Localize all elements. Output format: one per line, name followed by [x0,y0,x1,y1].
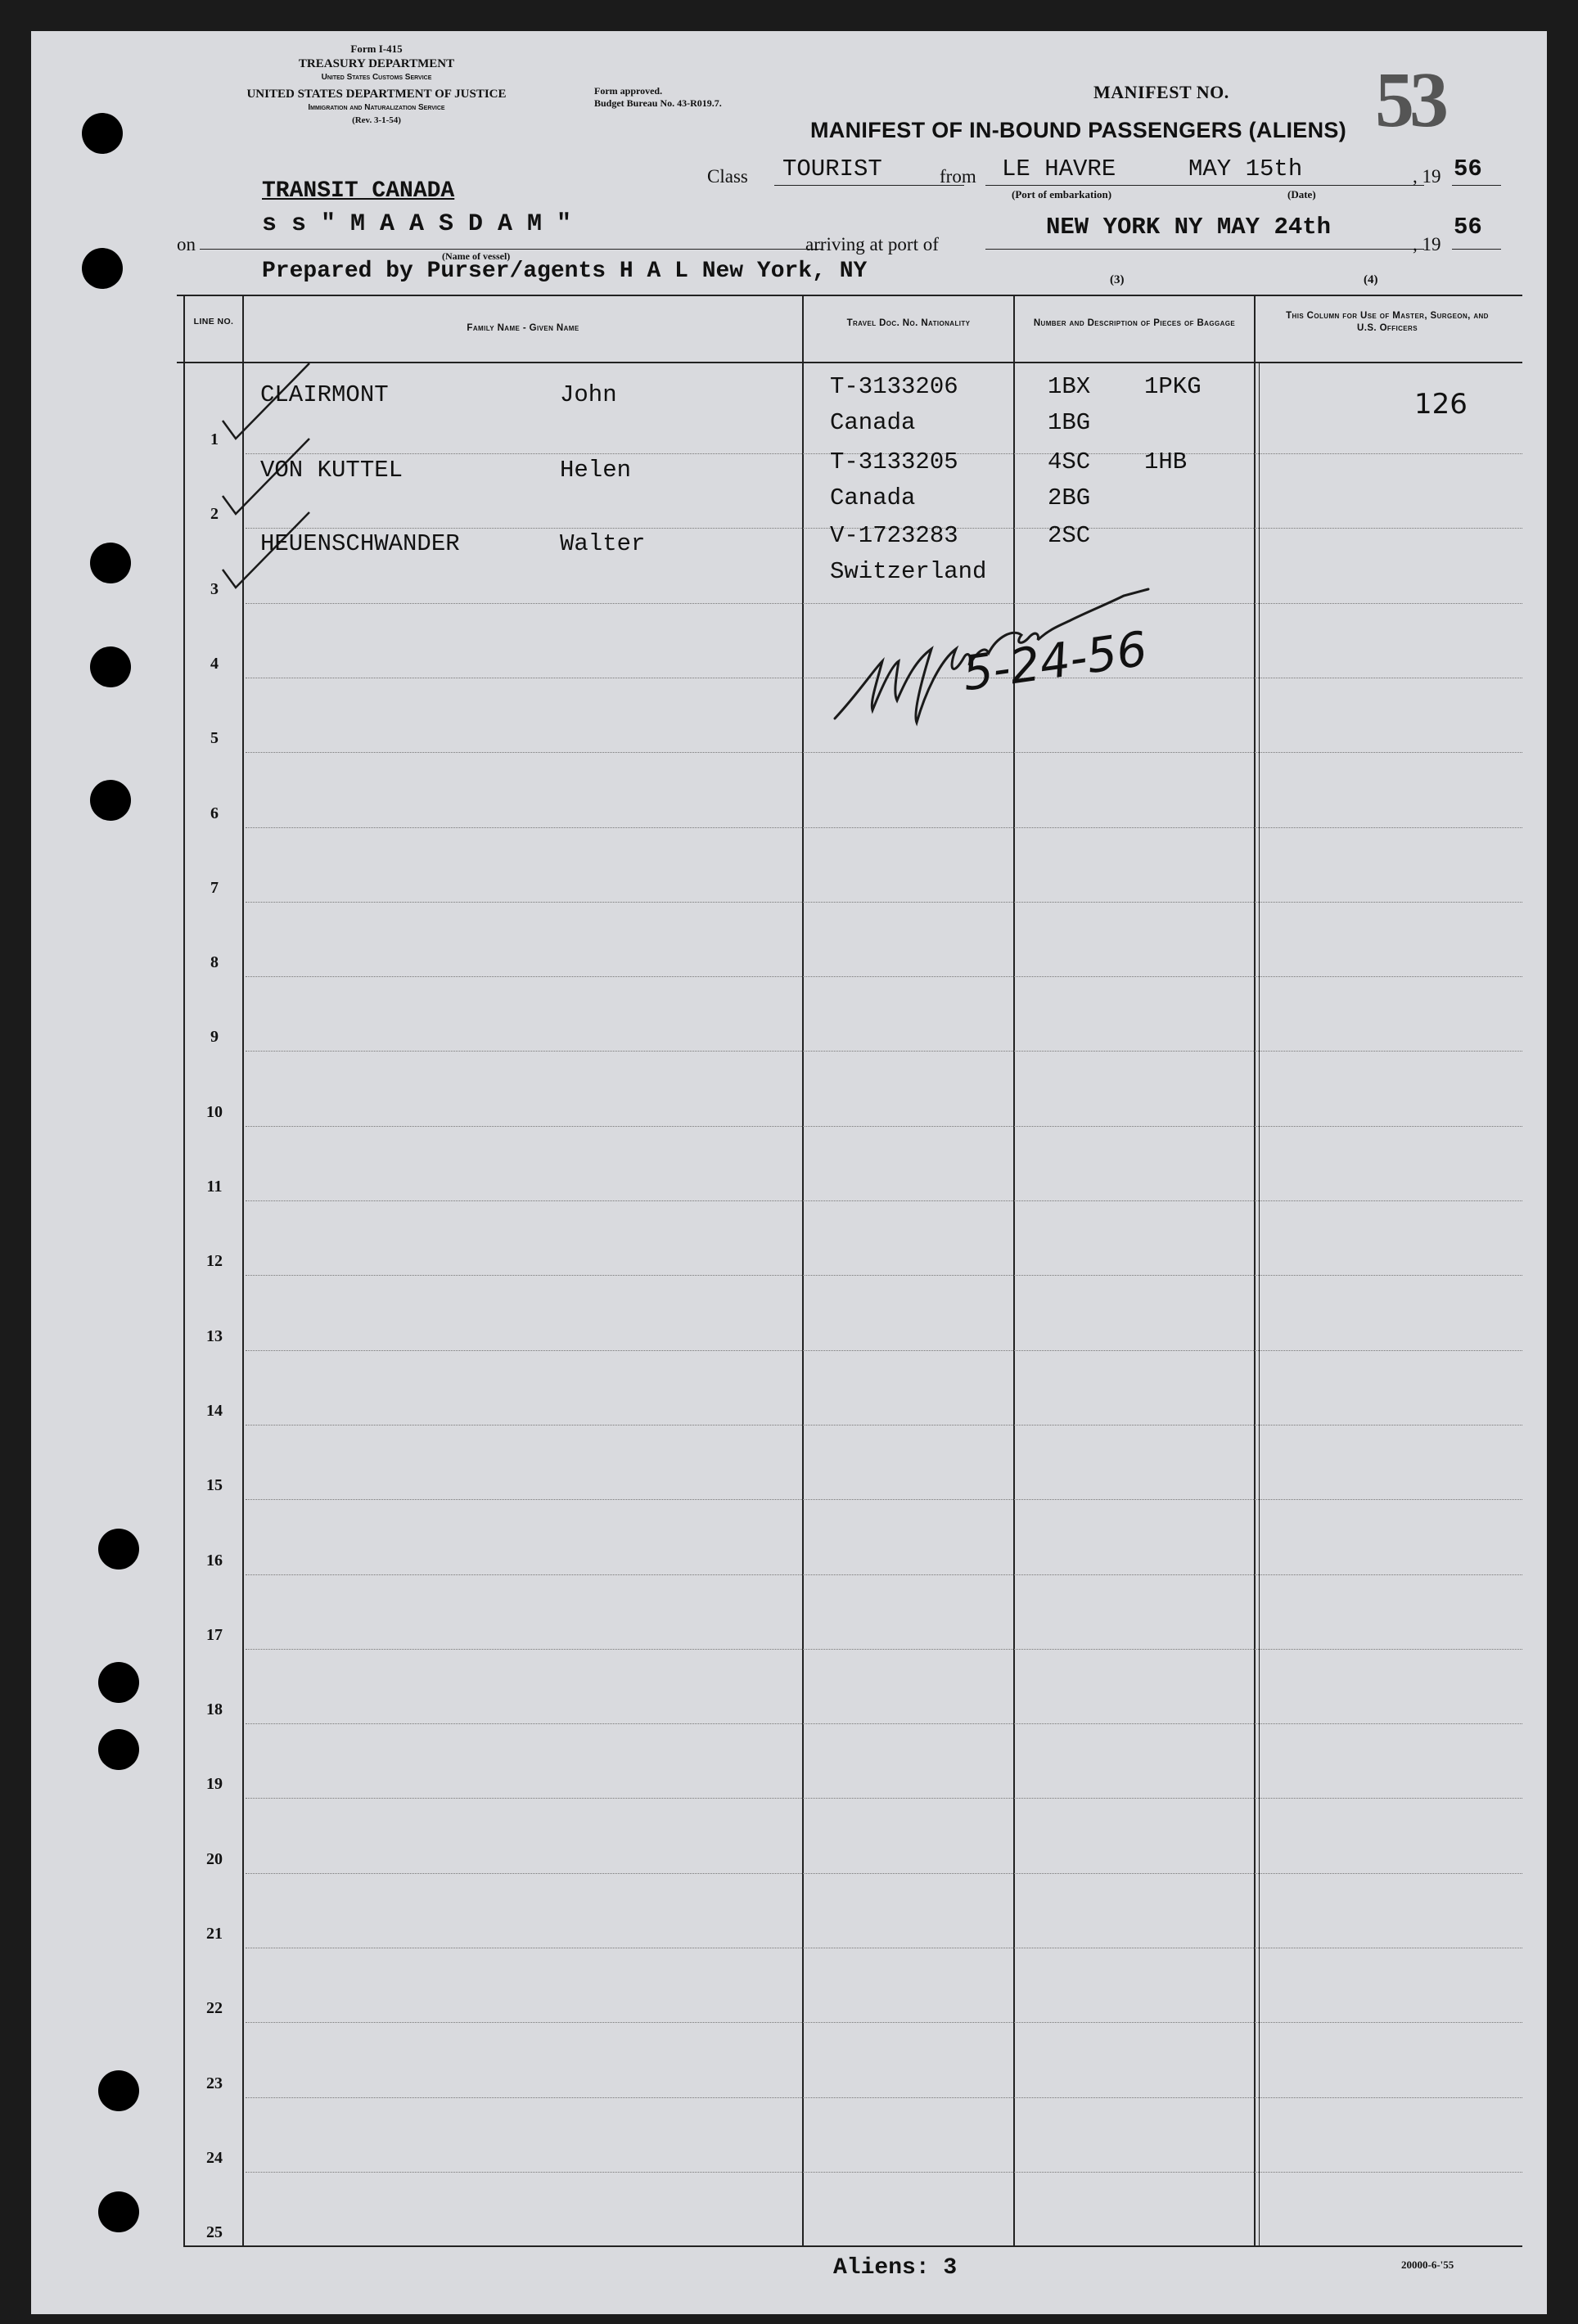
line-number: 14 [206,1401,223,1420]
travel-doc-no: T-3133206 [830,373,958,400]
header-travel-doc: Travel Doc. No. Nationality [846,318,971,328]
vessel-name: s s " M A A S D A M " [262,210,572,238]
justice-dept: UNITED STATES DEPARTMENT OF JUSTICE [246,88,507,101]
line-number: 8 [210,953,219,972]
row-separator [246,902,1522,903]
header-line-no: LINE NO. [193,317,234,327]
family-name: VON KUTTEL [260,457,404,484]
row-separator [246,1873,1522,1874]
from-label: from [940,166,976,187]
line-number: 25 [206,2223,223,2242]
punch-hole [98,2191,139,2232]
name-col-divider [802,295,804,2247]
arrival-underline [985,249,1424,250]
table-bottom-border [183,2245,1522,2247]
line-number: 19 [206,1775,223,1794]
punch-hole [98,1729,139,1770]
customs-service: United States Customs Service [321,73,432,82]
arriving-label: arriving at port of [805,234,939,254]
given-name: Helen [560,457,632,484]
line-number: 3 [210,579,219,598]
transit-note: TRANSIT CANADA [262,178,455,204]
punch-hole [98,1529,139,1570]
baggage-pieces-second: 1BG [1048,409,1091,436]
arrival-year-underline [1452,249,1501,250]
port-underline [985,185,1190,186]
on-label: on [177,234,196,254]
class-value: TOURIST [782,155,882,182]
row-separator [246,1350,1522,1351]
port-value: LE HAVRE [1002,155,1116,182]
row-separator [246,1798,1522,1799]
header-name: Family Name - Given Name [467,323,579,333]
line-number: 18 [206,1700,223,1719]
manifest-no-stamp: 53 [1375,56,1444,143]
punch-hole [90,543,131,583]
officer-note: 126 [1414,388,1468,421]
arrival-year-prefix: , 19 [1413,234,1441,254]
line-number: 6 [210,804,219,822]
class-label: Class [707,166,748,187]
row-separator [246,2172,1522,2173]
family-name: CLAIRMONT [260,381,389,408]
row-separator [246,1499,1522,1500]
line-number: 22 [206,1999,223,2018]
baggage-pieces-extra: 1PKG [1144,373,1202,400]
row-separator [246,1723,1522,1724]
nationality: Switzerland [830,558,987,585]
row-separator [246,1126,1522,1127]
header-officers: This Column for Use of Master, Surgeon, and U.S. Officers [1286,311,1489,333]
line-number: 2 [210,505,219,524]
row-separator [246,976,1522,977]
punch-hole [90,780,131,821]
column-4-number: (4) [1364,273,1378,286]
budget-bureau: Budget Bureau No. 43-R019.7. [594,97,722,109]
signature-date: 5-24-56 [959,620,1151,702]
nationality: Canada [830,409,916,436]
line-number: 16 [206,1551,223,1570]
line-number: 20 [206,1849,223,1868]
treasury-dept: TREASURY DEPARTMENT [298,57,455,70]
baggage-pieces: 4SC [1048,448,1091,475]
line-number: 21 [206,1925,223,1943]
vessel-underline [200,249,822,250]
line-number: 24 [206,2148,223,2167]
baggage-pieces: 1BX [1048,373,1091,400]
baggage-pieces-second: 2BG [1048,484,1091,511]
column-3-number: (3) [1110,273,1125,286]
punch-hole [82,248,123,289]
line-number: 1 [210,430,219,448]
year-prefix: , 19 [1413,166,1441,187]
year-value: 56 [1454,155,1482,182]
row-separator [246,2097,1522,2098]
year-underline [1452,185,1501,186]
travel-doc-no: T-3133205 [830,448,958,475]
manifest-title: MANIFEST OF IN-BOUND PASSENGERS (ALIENS) [810,118,1347,142]
punch-hole [90,646,131,687]
baggage-pieces: 2SC [1048,522,1091,549]
class-underline [774,185,964,186]
line-number: 13 [206,1326,223,1345]
line-number: 4 [210,654,219,673]
revision-date: (Rev. 3-1-54) [352,115,401,125]
header-bottom-border [177,362,1522,363]
row-separator [246,1574,1522,1575]
immigration-service: Immigration and Naturalization Service [308,103,445,112]
given-name: Walter [560,530,646,557]
row-separator [246,1275,1522,1276]
row-separator [246,1649,1522,1650]
line-number: 9 [210,1028,219,1047]
arrival-year: 56 [1454,214,1482,241]
manifest-page [31,31,1547,2314]
given-name: John [560,381,617,408]
line-number: 23 [206,2074,223,2092]
port-caption: (Port of embarkation) [1012,188,1112,200]
form-number: Form I-415 [350,43,403,55]
punch-hole [98,1662,139,1703]
form-code: 20000-6-'55 [1401,2259,1454,2271]
arrival-port-date: NEW YORK NY MAY 24th [1046,214,1332,241]
officers-col-divider [1259,362,1260,2247]
punch-hole [98,2070,139,2111]
row-separator [246,2022,1522,2023]
vessel-caption: (Name of vessel) [442,250,511,262]
row-separator [246,827,1522,828]
form-approved: Form approved. [594,85,663,97]
date-caption: (Date) [1287,188,1316,200]
manifest-no-label: MANIFEST NO. [1093,82,1229,102]
family-name: HEUENSCHWANDER [260,530,460,557]
line-number: 5 [210,729,219,748]
aliens-total: Aliens: 3 [833,2255,958,2281]
row-separator [246,1200,1522,1201]
line-number: 17 [206,1625,223,1644]
table-top-border [177,295,1522,296]
travel-doc-no: V-1723283 [830,522,958,549]
prepared-by: Prepared by Purser/agents H A L New York, NY [262,259,868,284]
punch-hole [82,113,123,154]
line-number: 15 [206,1476,223,1495]
row-separator [246,1051,1522,1052]
line-number: 12 [206,1252,223,1271]
header-baggage: Number and Description of Pieces of Baggage [1033,318,1236,328]
line-number: 10 [206,1102,223,1121]
date-underline [1190,185,1424,186]
nationality: Canada [830,484,916,511]
baggage-col-divider [1254,295,1256,2247]
line-number: 7 [210,878,219,897]
baggage-pieces-extra: 1HB [1144,448,1188,475]
departure-date: MAY 15th [1188,155,1303,182]
line-number: 11 [206,1178,223,1196]
